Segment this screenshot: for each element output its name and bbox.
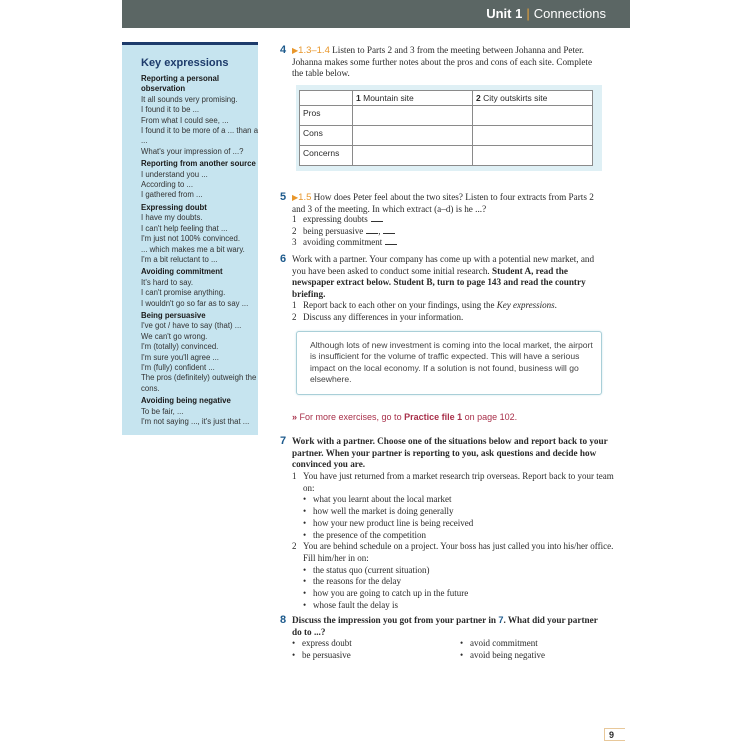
section-heading: Expressing doubt [141, 202, 207, 212]
expression-item: I gathered from ... [141, 190, 203, 200]
expression-item: We can't go wrong. [141, 331, 208, 341]
section-heading: Reporting from another source [141, 159, 256, 169]
exercise-8-bullets-left [292, 638, 452, 661]
row-label: Concerns [300, 146, 353, 166]
section-heading: Reporting a personal observation [141, 74, 219, 94]
exercise-8-bullets-right [460, 638, 620, 661]
expression-item: ... which makes me a bit wary. [141, 244, 245, 254]
table-cell[interactable] [473, 146, 593, 166]
expression-item: I've got / have to say (that) ... [141, 321, 242, 331]
situation [292, 471, 614, 494]
list-item: 2 being persuasive , [292, 226, 612, 238]
expression-item: I'm sure you'll agree ... [141, 352, 219, 362]
expression-item: According to ... [141, 180, 194, 190]
expression-item: I'm a bit reluctant to ... [141, 254, 218, 264]
list-item: • the presence of the competition [292, 530, 614, 542]
list-item: 1 expressing doubts [292, 214, 612, 226]
expression-item: To be fair, ... [141, 406, 184, 416]
list-item: • avoid being negative [460, 650, 620, 662]
row-label: Cons [300, 126, 353, 146]
audio-play-icon[interactable]: ▶ [292, 46, 299, 55]
exercise-6-items [292, 300, 612, 323]
expression-item: I have my doubts. [141, 213, 203, 223]
exercise-number: 4 [280, 44, 287, 56]
panel-title: Key expressions [141, 57, 229, 69]
expression-item: I'm (totally) convinced. [141, 342, 219, 352]
expression-list [141, 72, 259, 427]
expression-item: I'm just not 100% convinced. [141, 234, 241, 244]
instruction-text: How does Peter feel about the two sites? Listen to four extracts from Parts 2 and 3 of the meeting. In which extract (a–d) is he ...? [292, 192, 594, 214]
expression-item: What's your impression of ...? [141, 146, 244, 156]
list-item: 1 Report back to each other on your findings, using the Key expressions. [292, 300, 557, 310]
expression-item: I wouldn't go so far as to say ... [141, 298, 249, 308]
exercise-8-instructions: Discuss the impression you got from your partner in 7. What did your partner do to ...? [292, 615, 598, 637]
exercise-number: 6 [280, 253, 287, 265]
unit-label: Unit 1 [486, 6, 523, 21]
list-item: • how well the market is doing generally [292, 506, 614, 518]
list-item: • how you are going to catch up in the future [292, 588, 614, 600]
list-item: • whose fault the delay is [292, 600, 614, 612]
exercise-7-instructions: Work with a partner. Choose one of the situations below and report back to your partner. When your partner is reporting to you, ask questions and decide how convinced you are. [292, 436, 608, 469]
exercise-number: 7 [280, 435, 287, 447]
instruction-text: Listen to Parts 2 and 3 from the meeting between Johanna and Peter. Johanna makes some further notes about the pros and cons of each site. Complete the table below. [292, 45, 593, 78]
column-header: 2 City outskirts site [473, 91, 593, 106]
audio-track[interactable]: 1.5 [298, 192, 312, 203]
answer-blank[interactable] [383, 226, 395, 234]
unit-header [122, 0, 630, 28]
expression-item: The pros (definitely) outweigh the cons. [141, 373, 257, 393]
expression-item: It all sounds very promising. [141, 94, 238, 104]
answer-blank[interactable] [366, 226, 378, 234]
exercise-7-situations [292, 471, 614, 611]
list-item: 3 avoiding commitment [292, 237, 612, 249]
pros-cons-table-area [296, 85, 602, 171]
expression-item: From what I could see, ... [141, 115, 229, 125]
expression-item: I understand you ... [141, 169, 208, 179]
list-item: • the reasons for the delay [292, 576, 614, 588]
unit-title: Connections [533, 6, 606, 21]
exercise-number: 8 [280, 614, 287, 626]
expression-item: I found it to be ... [141, 105, 200, 115]
expression-item: I can't promise anything. [141, 288, 226, 298]
section-heading: Avoiding commitment [141, 267, 223, 277]
answer-blank[interactable] [371, 214, 383, 222]
extract-text: Although lots of new investment is coming into the local market, the airport is insufficient for the volume of traffic expected. This will have a serious impact on the local economy. If a solution is not found, business will go elsewhere. [310, 340, 593, 384]
situation-number: 2 [292, 541, 297, 552]
audio-track[interactable]: 1.3–1.4 [298, 45, 330, 56]
audio-play-icon[interactable]: ▶ [292, 193, 299, 202]
expression-item: I found it to be more of a ... than a ... [141, 126, 259, 146]
situation [292, 541, 614, 564]
list-item: • avoid commitment [460, 638, 620, 650]
key-expressions-panel [122, 42, 258, 435]
row-label: Pros [300, 106, 353, 126]
list-item: 2 Discuss any differences in your information. [292, 311, 464, 322]
answer-blank[interactable] [385, 237, 397, 245]
exercise-5-instructions [292, 192, 602, 215]
list-item: • how your new product line is being received [292, 518, 614, 530]
table-cell[interactable] [473, 126, 593, 146]
table-cell[interactable] [353, 106, 473, 126]
page-number: 9 [604, 728, 625, 741]
list-item: • express doubt [292, 638, 452, 650]
section-heading: Avoiding being negative [141, 396, 231, 406]
expression-item: I can't help feeling that ... [141, 223, 228, 233]
exercise-5-items [292, 214, 612, 249]
situation-text: You are behind schedule on a project. Your boss has just called you into his/her office. Fill him/her in on: [303, 541, 614, 563]
column-header: 1 Mountain site [353, 91, 473, 106]
section-heading: Being persuasive [141, 310, 206, 320]
situation-text: You have just returned from a market research trip overseas. Report back to your team on: [303, 471, 614, 493]
practice-file-link[interactable]: » For more exercises, go to Practice file 1 on page 102. [292, 412, 518, 422]
situation-number: 1 [292, 471, 297, 481]
list-item: • be persuasive [292, 650, 452, 662]
table-cell[interactable] [353, 126, 473, 146]
expression-item: I'm not saying ..., it's just that ... [141, 417, 250, 426]
list-item: • what you learnt about the local market [292, 494, 614, 506]
exercise-6-instructions: Work with a partner. Your company has come up with a potential new market, and you have been asked to conduct some initial research. Student A, read the newspaper extract below. Student B, turn to page 143 and read the country briefing. [292, 254, 595, 299]
exercise-number: 5 [280, 191, 287, 203]
expression-item: It's hard to say. [141, 277, 194, 287]
double-chevron-icon: » [292, 412, 298, 422]
list-item: • the status quo (current situation) [292, 565, 614, 577]
header-separator: | [526, 6, 530, 21]
table-cell[interactable] [353, 146, 473, 166]
exercise-4-instructions [292, 45, 602, 80]
pros-cons-table [299, 90, 593, 166]
expression-item: I'm (fully) confident ... [141, 362, 215, 372]
newspaper-extract [296, 331, 602, 395]
table-cell[interactable] [473, 106, 593, 126]
